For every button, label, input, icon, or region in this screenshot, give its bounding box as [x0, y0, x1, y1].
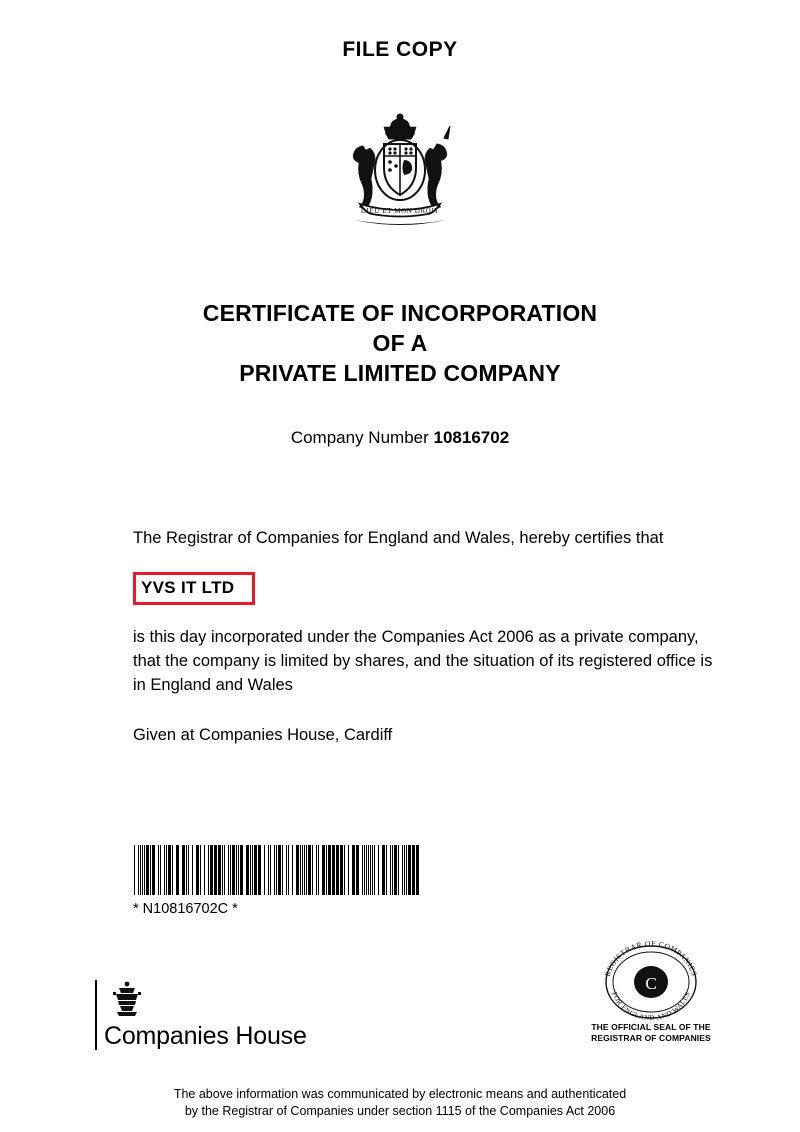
companies-house-wordmark: Companies House	[104, 1022, 307, 1050]
title-line-1: CERTIFICATE OF INCORPORATION	[202, 300, 598, 326]
footer-line-2: by the Registrar of Companies under section 1115 of the Companies Act 2006	[184, 1104, 616, 1118]
footer-line-1: The above information was communicated by electronic means and authenticated	[173, 1087, 627, 1101]
registrar-certifies-paragraph: The Registrar of Companies for England and Wales, hereby certifies that	[133, 529, 664, 547]
incorporation-paragraph: is this day incorporated under the Companies Act 2006 as a private company, that the company is limited by shares, and the situation of its registered office is in England and Wales	[133, 628, 713, 694]
certificate-body	[133, 526, 729, 747]
logo-divider	[95, 980, 97, 1050]
company-number-value: 10816702	[433, 428, 510, 447]
svg-text:DIEU ET MON DROIT: DIEU ET MON DROIT	[360, 207, 440, 215]
company-name-highlight: YVS IT LTD	[133, 572, 255, 605]
barcode-text: * N10816702C *	[133, 901, 238, 917]
certificate-title	[0, 298, 800, 388]
seal-caption	[580, 1022, 722, 1044]
given-at-paragraph: Given at Companies House, Cardiff	[133, 726, 393, 744]
royal-coat-of-arms-icon	[330, 108, 470, 240]
company-number-label: Company Number	[290, 428, 429, 447]
title-line-2: OF A	[372, 330, 428, 356]
svg-text:C: C	[645, 974, 657, 993]
file-copy-label: FILE COPY	[342, 38, 458, 61]
seal-ring-text-bottom: FOR ENGLAND AND WALES	[610, 990, 692, 1020]
barcode	[134, 845, 422, 895]
company-number	[0, 428, 800, 448]
official-seal-icon	[592, 938, 710, 1020]
companies-house-crown-icon	[107, 980, 147, 1018]
footer-note	[0, 1086, 800, 1120]
title-line-3: PRIVATE LIMITED COMPANY	[239, 360, 561, 386]
seal-caption-line-2: REGISTRAR OF COMPANIES	[591, 1033, 711, 1043]
seal-caption-line-1: THE OFFICIAL SEAL OF THE	[591, 1022, 711, 1032]
seal-ring-text-top: REGISTRAR OF COMPANIES	[602, 938, 700, 978]
